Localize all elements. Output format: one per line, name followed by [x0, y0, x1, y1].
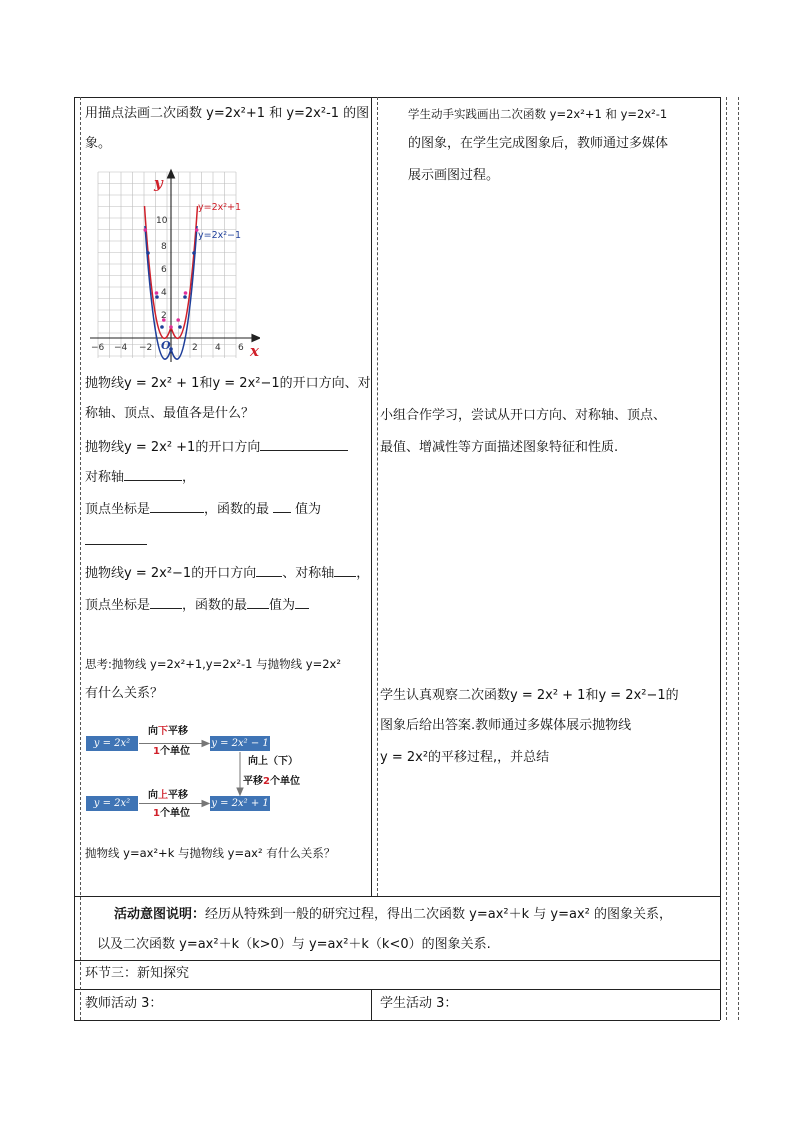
x-tick-label: −4: [114, 343, 128, 353]
right-p1-line-3: 展示画图过程。: [408, 168, 500, 183]
answer-blank[interactable]: [273, 498, 291, 513]
column-divider: [371, 97, 372, 896]
table-bottom-border: [74, 1020, 720, 1021]
x-tick-label: −6: [91, 343, 105, 353]
x-tick-label: 4: [215, 343, 221, 353]
fill1-line-c: 顶点坐标是 ，函数的最 值为: [85, 498, 321, 520]
intent-line-2: 以及二次函数 y=ax²＋k（k>0）与 y=ax²＋k（k<0）的图象关系.: [97, 937, 491, 952]
question-line-2: 称轴、顶点、最值各是什么？: [85, 406, 255, 421]
origin-label: O: [161, 339, 171, 352]
row-divider-1: [74, 896, 720, 897]
answer-blank[interactable]: [256, 562, 282, 577]
top-arrow-label: 向下平移: [148, 726, 188, 737]
right-p3-line-1: 学生认真观察二次函数y = 2x² + 1和y = 2x²−1的: [380, 688, 679, 703]
vertical-arrow-label-2: 平移2个单位: [243, 776, 300, 787]
answer-blank[interactable]: [150, 594, 182, 609]
box-y-2x2-plus-1: y = 2x² + 1: [211, 798, 269, 809]
y-axis-label: y: [154, 174, 163, 192]
answer-blank[interactable]: [247, 594, 269, 609]
student-activity-label: 学生活动 3：: [380, 996, 458, 1011]
x-tick-label: 6: [238, 343, 244, 353]
answer-blank[interactable]: [260, 436, 348, 451]
row-divider-2: [74, 960, 720, 961]
answer-blank[interactable]: [85, 544, 147, 545]
legend-red: y=2x²+1: [198, 202, 242, 213]
answer-blank[interactable]: [334, 562, 356, 577]
right-p2-line-1: 小组合作学习，尝试从开口方向、对称轴、顶点、: [380, 408, 667, 423]
right-dashed-guide-1: [726, 97, 727, 1020]
table-right-border: [720, 97, 721, 1020]
think-line-2: 有什么关系？: [85, 686, 164, 701]
y-tick-label: 2: [161, 311, 167, 321]
section-title: 环节三：新知探究: [85, 966, 190, 981]
box-y-2x2-bottom: y = 2x²: [86, 796, 138, 811]
graph-grid: [98, 172, 236, 358]
x-tick-label: −2: [139, 343, 153, 353]
intro-line-1: 用描点法画二次函数 y=2x²+1 和 y=2x²-1 的图: [85, 106, 370, 121]
box-y-2x2-minus-1: y = 2x² − 1: [211, 738, 269, 749]
fill2-line-b: 顶点坐标是 ，函数的最 值为: [85, 594, 309, 616]
answer-blank[interactable]: [295, 594, 309, 609]
x-axis-label: x: [250, 342, 259, 360]
vertical-arrow-label-1: 向上（下）: [248, 756, 298, 767]
box-y-2x2-top: y = 2x²: [86, 736, 138, 751]
answer-blank[interactable]: [124, 466, 182, 481]
y-tick-label: 4: [161, 288, 167, 298]
y-tick-label: 8: [161, 242, 167, 252]
fill1-line-b: 对称轴 ，: [85, 466, 195, 488]
question-line-1: 抛物线y = 2x² + 1和y = 2x²−1的开口方向、对: [85, 376, 371, 391]
teacher-activity-label: 教师活动 3：: [85, 996, 163, 1011]
fill1-line-a: 抛物线y = 2x² +1的开口方向: [85, 436, 348, 458]
think-line-1: 思考:抛物线 y=2x²+1,y=2x²-1 与抛物线 y=2x²: [85, 657, 341, 671]
right-dashed-guide-2: [738, 97, 739, 1020]
parabola-graph: [88, 166, 260, 362]
legend-blue: y=2x²−1: [198, 230, 242, 241]
y-tick-label: 6: [161, 265, 167, 275]
row-divider-3: [74, 989, 720, 990]
left-dashed-guide: [80, 97, 81, 1020]
intent-line-1: 活动意图说明：经历从特殊到一般的研究过程，得出二次函数 y=ax²＋k 与 y=ax² 的图象关系，: [114, 907, 672, 922]
y-tick-label: 10: [156, 216, 168, 226]
fill2-line-a: 抛物线y = 2x²−1的开口方向 、对称轴 ，: [85, 562, 369, 584]
intent-label: 活动意图说明：: [114, 907, 206, 922]
answer-blank[interactable]: [150, 498, 204, 513]
column-divider-bottom: [371, 989, 372, 1020]
final-question: 抛物线 y=ax²+k 与抛物线 y=ax² 有什么关系？: [85, 846, 336, 860]
right-p3-line-2: 图象后给出答案.教师通过多媒体展示抛物线: [380, 718, 632, 733]
right-p1-line-1: 学生动手实践画出二次函数 y=2x²+1 和 y=2x²-1: [408, 107, 668, 121]
table-left-border: [74, 97, 75, 1020]
right-p1-line-2: 的图象，在学生完成图象后，教师通过多媒体: [408, 136, 669, 151]
top-arrow-unit: 1个单位: [153, 746, 190, 757]
right-p2-line-2: 最值、增减性等方面描述图象特征和性质.: [380, 440, 619, 455]
mid-dashed-guide: [377, 97, 378, 896]
bottom-arrow-label: 向上平移: [148, 790, 188, 801]
bottom-arrow-unit: 1个单位: [153, 808, 190, 819]
intro-line-2: 象。: [85, 136, 112, 151]
right-p3-line-3: y = 2x²的平移过程,，并总结: [380, 750, 550, 765]
x-tick-label: 2: [192, 343, 198, 353]
table-top-border: [74, 97, 720, 98]
